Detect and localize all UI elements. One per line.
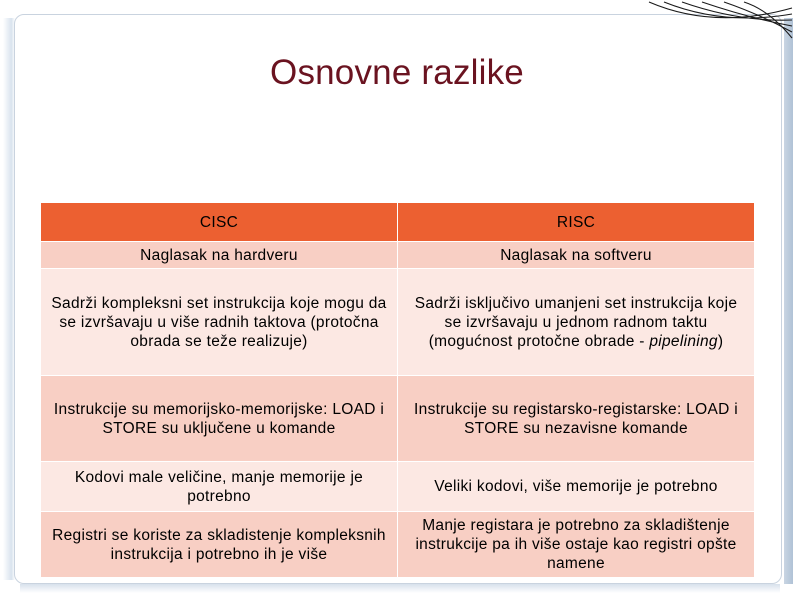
risc-cell-text: Sadrži isključivo umanjeni set instrukcija koje se izvršavaju u jednom radnom taktu (mogućnost protočne obrade - (414, 294, 738, 350)
table-row (41, 512, 755, 578)
table-row (41, 462, 755, 512)
pipelining-term: pipelining (649, 332, 718, 350)
risc-cell: Instrukcije su registarsko-registarske: LOAD i STORE su nezavisne komande (398, 376, 755, 462)
table-header-row (41, 203, 755, 242)
slide-right-bar (784, 18, 793, 584)
page-title: Osnovne razlike (270, 53, 524, 92)
cisc-cell: Sadrži kompleksni set instrukcija koje mogu da se izvršavaju u više radnih taktova (protočna obrada se teže realizuje) (41, 269, 398, 376)
slide-bottom-shadow (20, 584, 780, 593)
table-row (41, 376, 755, 462)
comparison-table (40, 202, 755, 578)
cisc-cell: Kodovi male veličine, manje memorije je potrebno (41, 462, 398, 512)
risc-cell (398, 269, 755, 376)
corner-swirl-decoration (644, 0, 794, 45)
table-row (41, 242, 755, 269)
cisc-cell: Naglasak na hardveru (41, 242, 398, 269)
risc-cell: Naglasak na softveru (398, 242, 755, 269)
header-risc: RISC (398, 203, 755, 242)
risc-cell-closing: ) (717, 332, 724, 350)
risc-cell: Veliki kodovi, više memorije je potrebno (398, 462, 755, 512)
header-cisc: CISC (41, 203, 398, 242)
cisc-cell: Registri se koriste za skladistenje kompleksnih instrukcija i potrebno ih je više (41, 512, 398, 578)
risc-cell: Manje registara je potrebno za skladištenje instrukcije pa ih više ostaje kao registri opšte namene (398, 512, 755, 578)
cisc-cell: Instrukcije su memorijsko-memorijske: LOAD i STORE su uključene u komande (41, 376, 398, 462)
table-row (41, 269, 755, 376)
